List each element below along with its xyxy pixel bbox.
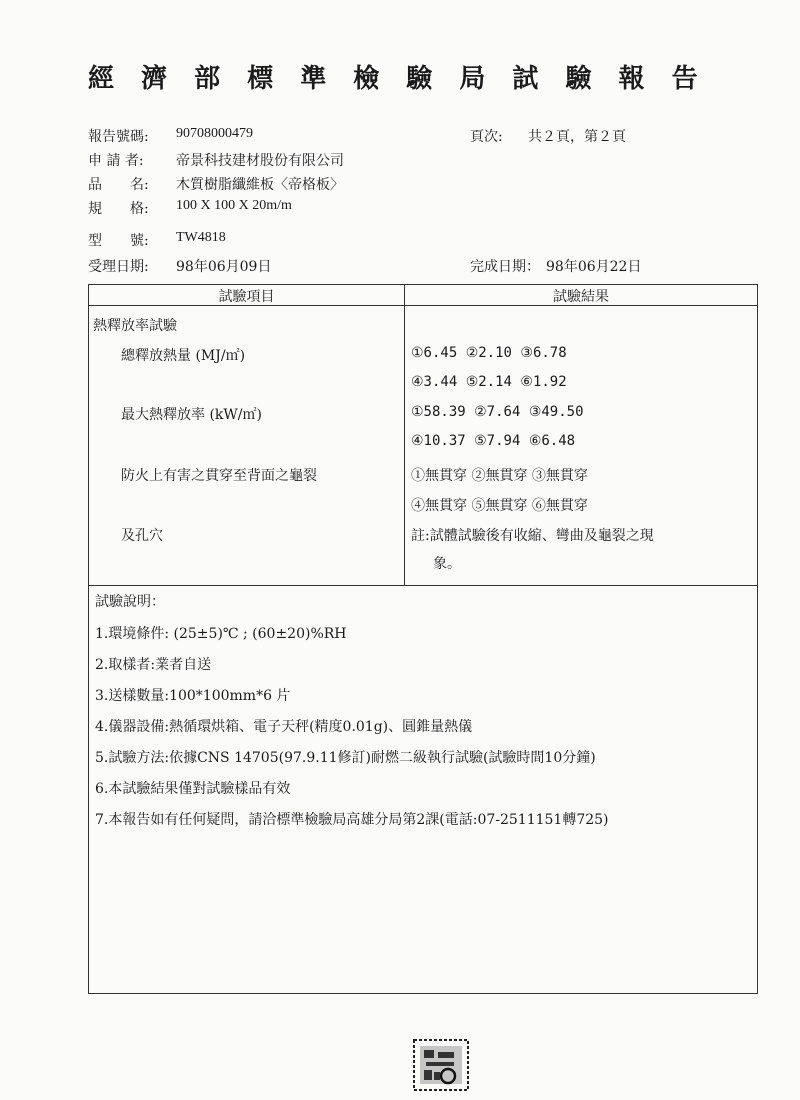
product-name: 木質樹脂纖維板〈帝格板〉 bbox=[176, 177, 344, 193]
notes-heading: 試驗說明： bbox=[95, 594, 165, 610]
table-bottom-divider bbox=[89, 585, 757, 586]
result-line: ①58.39 ②7.64 ③49.50 bbox=[411, 404, 584, 420]
result-line: ①無貫穿 ②無貫穿 ③無貫穿 bbox=[411, 468, 588, 484]
received-date: 98年06月09日 bbox=[176, 259, 272, 275]
note-item: 3.送樣數量:100*100mm*6 片 bbox=[95, 688, 291, 704]
report-number-label: 報告號碼: bbox=[88, 129, 149, 145]
note-item: 1.環境條件: (25±5)℃ ; (60±20)%RH bbox=[95, 626, 347, 642]
note-item: 4.儀器設備:熱循環烘箱、電子天秤(精度0.01g)、圓錐量熱儀 bbox=[95, 719, 473, 735]
page-value: 共２頁，第２頁 bbox=[528, 129, 626, 145]
page-label: 頁次: bbox=[470, 129, 503, 145]
model-label: 型 號: bbox=[88, 233, 149, 249]
result-note-continued: 象。 bbox=[433, 556, 461, 572]
test-item: 總釋放熱量 (MJ/㎡) bbox=[121, 348, 246, 364]
applicant-label: 申 請 者: bbox=[88, 153, 144, 169]
column-header-item: 試驗項目 bbox=[218, 289, 275, 305]
result-line: ④10.37 ⑤7.94 ⑥6.48 bbox=[411, 433, 576, 449]
spec-label: 規 格: bbox=[88, 201, 149, 217]
note-item: 7.本報告如有任何疑問，請洽標準檢驗局高雄分局第2課(電話:07-2511151轉725) bbox=[95, 812, 609, 828]
result-line: ④3.44 ⑤2.14 ⑥1.92 bbox=[411, 374, 567, 390]
product-label: 品 名: bbox=[88, 177, 149, 193]
test-item-continued: 及孔穴 bbox=[121, 528, 163, 544]
column-header-result: 試驗結果 bbox=[553, 289, 609, 305]
report-number: 90708000479 bbox=[176, 126, 253, 141]
section-title: 熱釋放率試驗 bbox=[93, 318, 177, 334]
result-note: 註:試體試驗後有收縮、彎曲及龜裂之現 bbox=[411, 528, 654, 544]
test-item: 防火上有害之貫穿至背面之龜裂 bbox=[121, 468, 317, 484]
model: TW4818 bbox=[176, 230, 226, 245]
received-date-label: 受理日期: bbox=[88, 259, 149, 275]
report-title: 經 濟 部 標 準 檢 驗 局 試 驗 報 告 bbox=[88, 64, 707, 94]
spec: 100 X 100 X 20m/m bbox=[176, 198, 292, 213]
test-item: 最大熱釋放率 (kW/㎡) bbox=[121, 407, 262, 423]
column-divider bbox=[404, 285, 405, 585]
result-line: ④無貫穿 ⑤無貫穿 ⑥無貫穿 bbox=[411, 498, 588, 514]
seal-stamp-icon bbox=[412, 1038, 470, 1092]
results-table bbox=[88, 284, 758, 994]
note-item: 2.取樣者:業者自送 bbox=[95, 657, 212, 673]
result-line: ①6.45 ②2.10 ③6.78 bbox=[411, 345, 567, 361]
applicant: 帝景科技建材股份有限公司 bbox=[176, 153, 344, 169]
note-item: 6.本試驗結果僅對試驗樣品有效 bbox=[95, 781, 291, 797]
completed-date: 98年06月22日 bbox=[546, 259, 642, 275]
completed-date-label: 完成日期： bbox=[470, 259, 540, 275]
note-item: 5.試驗方法:依據CNS 14705(97.9.11修訂)耐燃二級執行試驗(試驗時間10分鐘) bbox=[95, 750, 596, 766]
